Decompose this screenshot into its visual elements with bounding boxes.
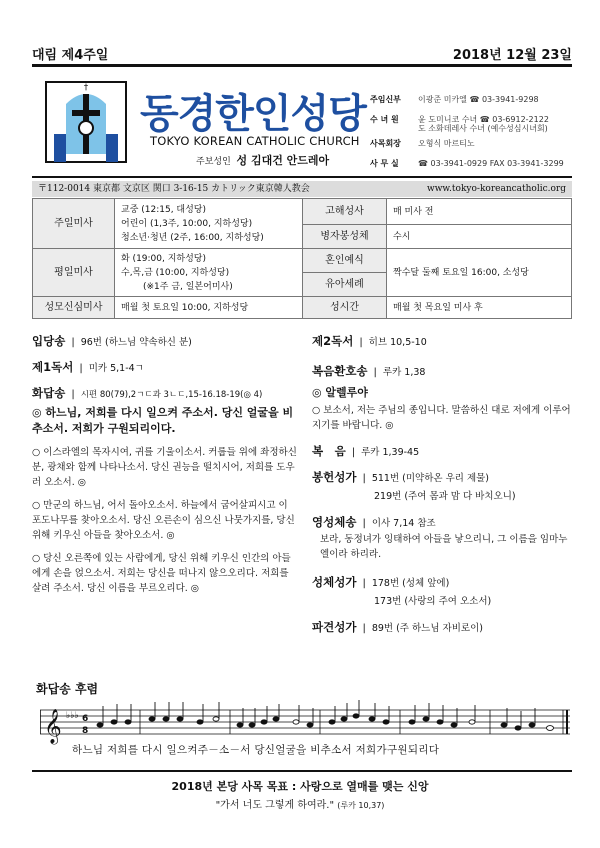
recessional-hymn: 파견성가 | 89번 (주 하느님 자비로이): [312, 620, 483, 634]
table-row: [33, 297, 572, 319]
pastoral-goal: 2018년 본당 사목 목표 : 사랑으로 열매를 맺는 신앙: [171, 780, 429, 793]
confession-value: 매 미사 전: [387, 199, 572, 225]
church-name-en: TOKYO KOREAN CATHOLIC CHURCH: [150, 134, 360, 148]
refrain-lyrics: 하느님 저희를 다시 일으켜주－소－서 당신얼굴을 비추소서 저희가구원되리다: [72, 744, 440, 756]
communion-hymn-2: 173번 (사랑의 주여 오소서): [374, 596, 492, 607]
psalm-verse-1: ○ 이스라엘의 목자시여, 귀를 기울이소서. 커룹들 위에 좌정하신 분, 광채와 함께 나타나소서. 당신 권능을 떨치시어, 저희를 도우러 오소서. ◎: [32, 447, 297, 488]
refrain-title: 화답송 후렴: [36, 682, 99, 696]
infant-baptism-label: 유아세례: [303, 273, 387, 297]
anointing-label: 병자봉성체: [303, 225, 387, 249]
table-row: [33, 249, 572, 273]
holy-hour-value: 매월 첫 목요일 미사 후: [387, 297, 572, 319]
pastoral-quote: [0, 796, 600, 811]
anointing-value: 수시: [387, 225, 572, 249]
marian-mass-value: 매월 첫 토요일 10:00, 지하성당: [115, 297, 303, 319]
bulletin-date: 2018년 12월 23일: [452, 48, 572, 63]
church-name-ko: 동경한인성당: [140, 91, 366, 137]
staff-row: 사 무 실 ☎ 03-3941-0929 FAX 03-3941-3299: [370, 159, 564, 168]
svg-text:8: 8: [82, 726, 89, 736]
svg-text:♭♭♭: ♭♭♭: [66, 711, 79, 721]
postal-address: 〒112-0014 東京都 文京区 関口 3-16-15 カトリック東京韓人教会: [38, 184, 310, 194]
psalm-response: ◎ 하느님, 저희를 다시 일으켜 주소서. 당신 얼굴을 비추소서. 저희가 구원되리이다.: [32, 406, 294, 435]
sunday-mass-times: 교중 (12:15, 대성당) 어린이 (1,3주, 10:00, 지하성당) 청소년·청년 (2주, 16:00, 지하성당): [115, 199, 303, 249]
offertory-hymn-2: 219번 (주여 몸과 맘 다 바치오니): [374, 491, 516, 502]
wedding-baptism-value: 짝수달 둘째 토요일 16:00, 소성당: [387, 249, 572, 297]
website-link[interactable]: www.tokyo-koreancatholic.org: [427, 184, 566, 194]
patron-saint: [196, 152, 329, 168]
marian-mass-label: 성모신심미사: [33, 297, 115, 319]
confession-label: 고해성사: [303, 199, 387, 225]
liturgical-season: 대림 제4주일: [32, 48, 109, 63]
staff-row: 수 녀 원 윤 도미니코 수녀 ☎ 03-6912-2122: [370, 115, 549, 124]
liturgy-left-column: [32, 333, 298, 596]
communion-hymn: 성체성가 | 178번 (성체 앞에): [312, 575, 450, 589]
weekday-mass-times: 화 (19:00, 지하성당) 수,목,금 (10:00, 지하성당) (※1주 금, 일본어미사): [115, 249, 303, 297]
table-row: [33, 199, 572, 225]
alleluia: ◎ 알렐루야: [312, 386, 368, 399]
staff-row: 사목회장 오형식 마르티노: [370, 139, 475, 148]
weekday-mass-label: 평일미사: [33, 249, 115, 297]
patron-name: 성 김대건 안드레아: [236, 154, 330, 167]
wedding-label: 혼인예식: [303, 249, 387, 273]
liturgy-right-column: [312, 333, 574, 635]
communion-antiphon-text: 보라, 동정녀가 잉태하여 아들을 낳으리니, 그 이름을 임마누엘이라 하리라.: [320, 534, 568, 560]
holy-hour-label: 성시간: [303, 297, 387, 319]
first-reading: 제1독서 | 미카 5,1-4ㄱ: [32, 360, 144, 374]
address-band: [32, 181, 572, 197]
gospel: 복 음 | 루카 1,39-45: [312, 444, 420, 458]
svg-text:6: 6: [82, 714, 89, 724]
responsorial-psalm: 화답송 | 시편 80(79),2ㄱㄷ과 3ㄴㄷ,15-16.18-19(◎ 4): [32, 386, 263, 400]
quote-reference: (루카 10,37): [337, 801, 385, 810]
communion-antiphon: 영성체송 | 이사 7,14 참조: [312, 515, 436, 529]
psalm-verse-3: ○ 당신 오른쪽에 있는 사람에게, 당신 위해 키우신 인간의 아들에게 손을 얹으소서. 저희는 당신을 떠나지 않으오리다. 저희를 살려 주소서. 당신 이름을 부르오리다. ◎: [32, 553, 291, 594]
second-reading: 제2독서 | 히브 10,5-10: [312, 334, 427, 348]
header-rule: [32, 64, 572, 67]
gospel-acclamation: 복음환호송 | 루카 1,38: [312, 364, 426, 378]
church-logo-icon: [36, 74, 136, 170]
psalm-verse-2: ○ 만군의 하느님, 어서 돌아오소서. 하늘에서 굽어살피시고 이 포도나무를 찾아오소서. 당신 오른손이 심으신 나뭇가지를, 당신 위해 키우신 아들을 찾아오소서. ◎: [32, 500, 295, 541]
quote-text: "가서 너도 그렇게 하여라.": [215, 800, 335, 811]
mass-schedule-table: [32, 198, 572, 319]
footer-rule: [32, 770, 572, 772]
alleluia-verse: ○ 보소서, 저는 주님의 종입니다. 말씀하신 대로 저에게 이루어지기를 바랍니다. ◎: [312, 405, 571, 431]
offertory-hymn: 봉헌성가 | 511번 (미약하온 우리 제물): [312, 470, 490, 484]
entrance-hymn: 입당송 | 96번 (하느님 약속하신 분): [32, 334, 192, 348]
staff-directory: [370, 90, 564, 174]
sunday-mass-label: 주일미사: [33, 199, 115, 249]
staff-row: 주임신부 이광준 미카엘 ☎ 03-3941-9298: [370, 95, 539, 104]
patron-label: 주보성인: [196, 157, 231, 167]
svg-text:𝄞: 𝄞: [44, 709, 62, 744]
staff-row: 도 소화데레사 수녀 (예수성심시녀회): [418, 124, 548, 133]
address-rule: [32, 176, 572, 178]
svg-text:†: †: [83, 83, 89, 93]
